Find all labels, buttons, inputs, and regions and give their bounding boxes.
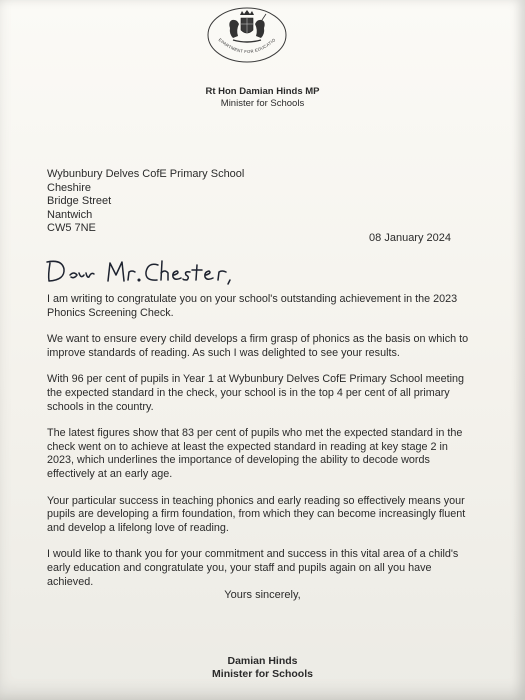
royal-coat-of-arms-logo — [206, 6, 288, 64]
body-paragraph: The latest figures show that 83 per cent of pupils who met the expected standard in the check went on to achieve at least the expected standard in reading at key stage 2 in 2023, which underlines the importance of developing the ability to decode words effectively at an early age. — [47, 427, 463, 480]
department-ring-text: EPARTMENT FOR EDUCATIO — [217, 37, 277, 55]
letter-body — [47, 293, 477, 602]
body-paragraph: We want to ensure every child develops a firm grasp of phonics as the basis on which to improve standards of reading. As such I was delighted to see your results. — [47, 333, 469, 359]
address-line: Bridge Street — [47, 195, 112, 208]
address-line: Nantwich — [47, 208, 93, 221]
body-paragraph: I am writing to congratulate you on your school's outstanding achievement in the 2023 Phonics Screening Check. — [47, 293, 458, 319]
body-paragraph: I would like to thank you for your commitment and success in this vital area of a child's early education and congratulate you, your staff and pupils again on all you have achieved. — [47, 548, 459, 588]
signatory-name: Damian Hinds — [227, 655, 298, 667]
body-paragraph: Your particular success in teaching phonics and early reading so effectively means your pupils are developing a firm foundation, from which they can become increasingly fluent and develop a lifelong love of reading. — [47, 494, 466, 534]
sender-name: Rt Hon Damian Hinds MP — [205, 86, 320, 97]
address-line: Cheshire — [47, 181, 92, 194]
recipient-address — [47, 168, 244, 236]
signatory-role: Minister for Schools — [212, 668, 313, 680]
address-line: Wybunbury Delves CofE Primary School — [47, 168, 245, 180]
closing-phrase: Yours sincerely, — [224, 589, 301, 601]
handwritten-salutation — [44, 253, 284, 287]
sender-role: Minister for Schools — [220, 98, 305, 109]
letter-date: 08 January 2024 — [369, 232, 451, 244]
body-paragraph: With 96 per cent of pupils in Year 1 at Wybunbury Delves CofE Primary School meeting the expected standard in the check, your school is in the top 4 per cent of all primary schools in the country. — [47, 373, 464, 413]
address-line: CW5 7NE — [47, 222, 96, 235]
